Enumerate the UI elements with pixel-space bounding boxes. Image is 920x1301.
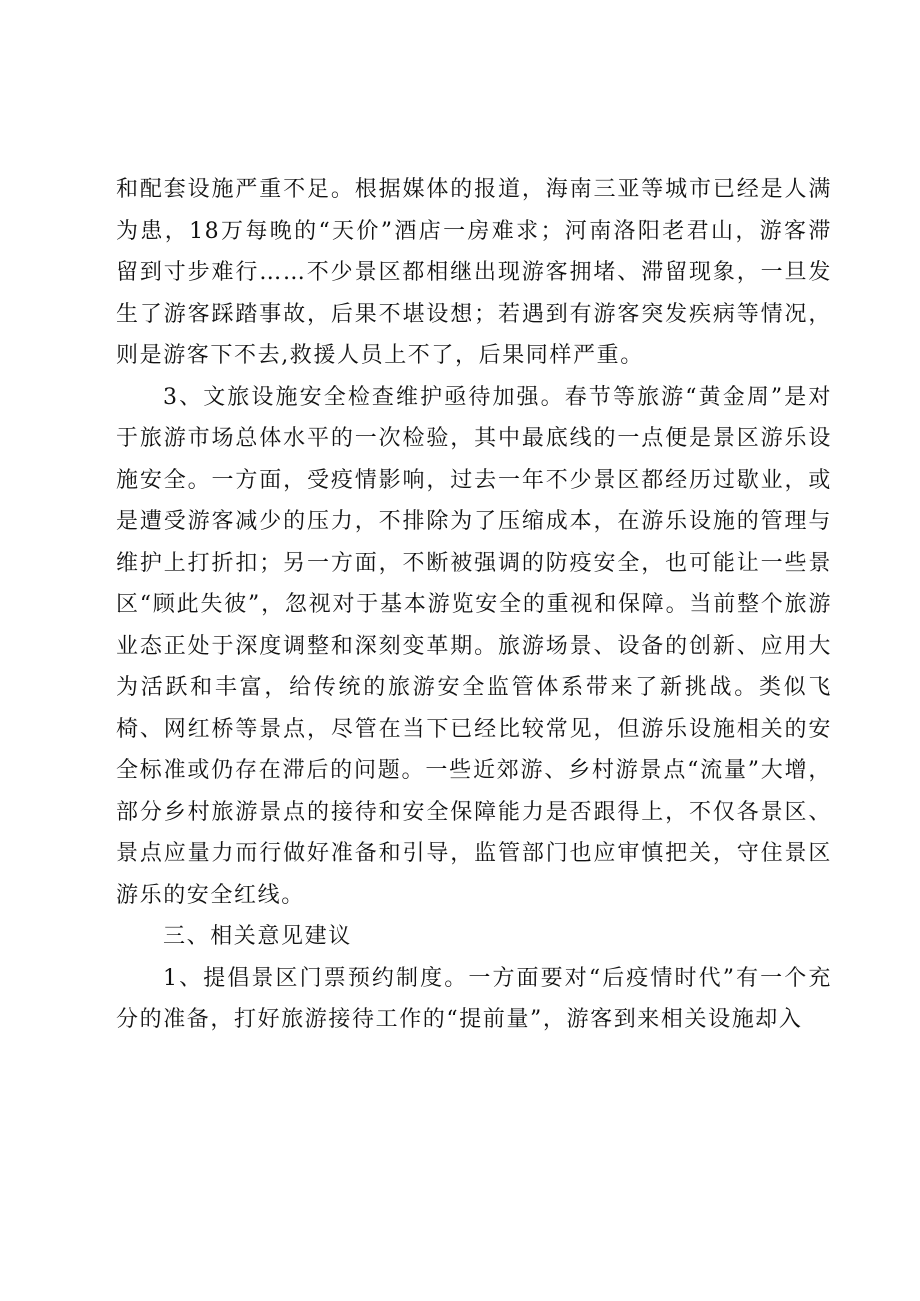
section-heading-suggestions: 三、相关意见建议 <box>163 924 352 949</box>
paragraph-facility-safety-inspection: 3、文旅设施安全检查维护亟待加强。春节等旅游“黄金周”是对于旅游市场总体水平的一次检验，其中最底线的一点便是景区游乐设施安全。一方面，受疫情影响，过去一年不少景区都经历过歇业，或是遭受游客减少的压力，不排除为了压缩成本，在游乐设施的管理与维护上打折扣；另一方面，不断被强调的防疫安全，也可能让一些景区“顾此失彼”，忽视对于基本游览安全的重视和保障。当前整个旅游业态正处于深度调整和深刻变革期。旅游场景、设备的创新、应用大为活跃和丰富，给传统的旅游安全监管体系带来了新挑战。类似飞椅、网红桥等景点，尽管在当下已经比较常见，但游乐设施相关的安全标准或仍存在滞后的问题。一些近郊游、乡村游景点“流量”大增，部分乡村旅游景点的接待和安全保障能力是否跟得上，不仅各景区、景点应量力而行做好准备和引导，监管部门也应审慎把关，守住景区游乐的安全红线。 <box>116 384 832 908</box>
paragraph-ticket-reservation: 1、提倡景区门票预约制度。一方面要对“后疫情时代”有一个充分的准备，打好旅游接待工作的“提前量”，游客到来相关设施却入 <box>116 965 832 1032</box>
document-body <box>116 169 832 1041</box>
paragraph-facilities-shortage: 和配套设施严重不足。根据媒体的报道，海南三亚等城市已经是人满为患，18万每晚的“天价”酒店一房难求；河南洛阳老君山，游客滞留到寸步难行……不少景区都相继出现游客拥堵、滞留现象，一旦发生了游客踩踏事故，后果不堪设想；若遇到有游客突发疾病等情况，则是游客下不去,救援人员上不了，后果同样严重。 <box>116 177 832 368</box>
